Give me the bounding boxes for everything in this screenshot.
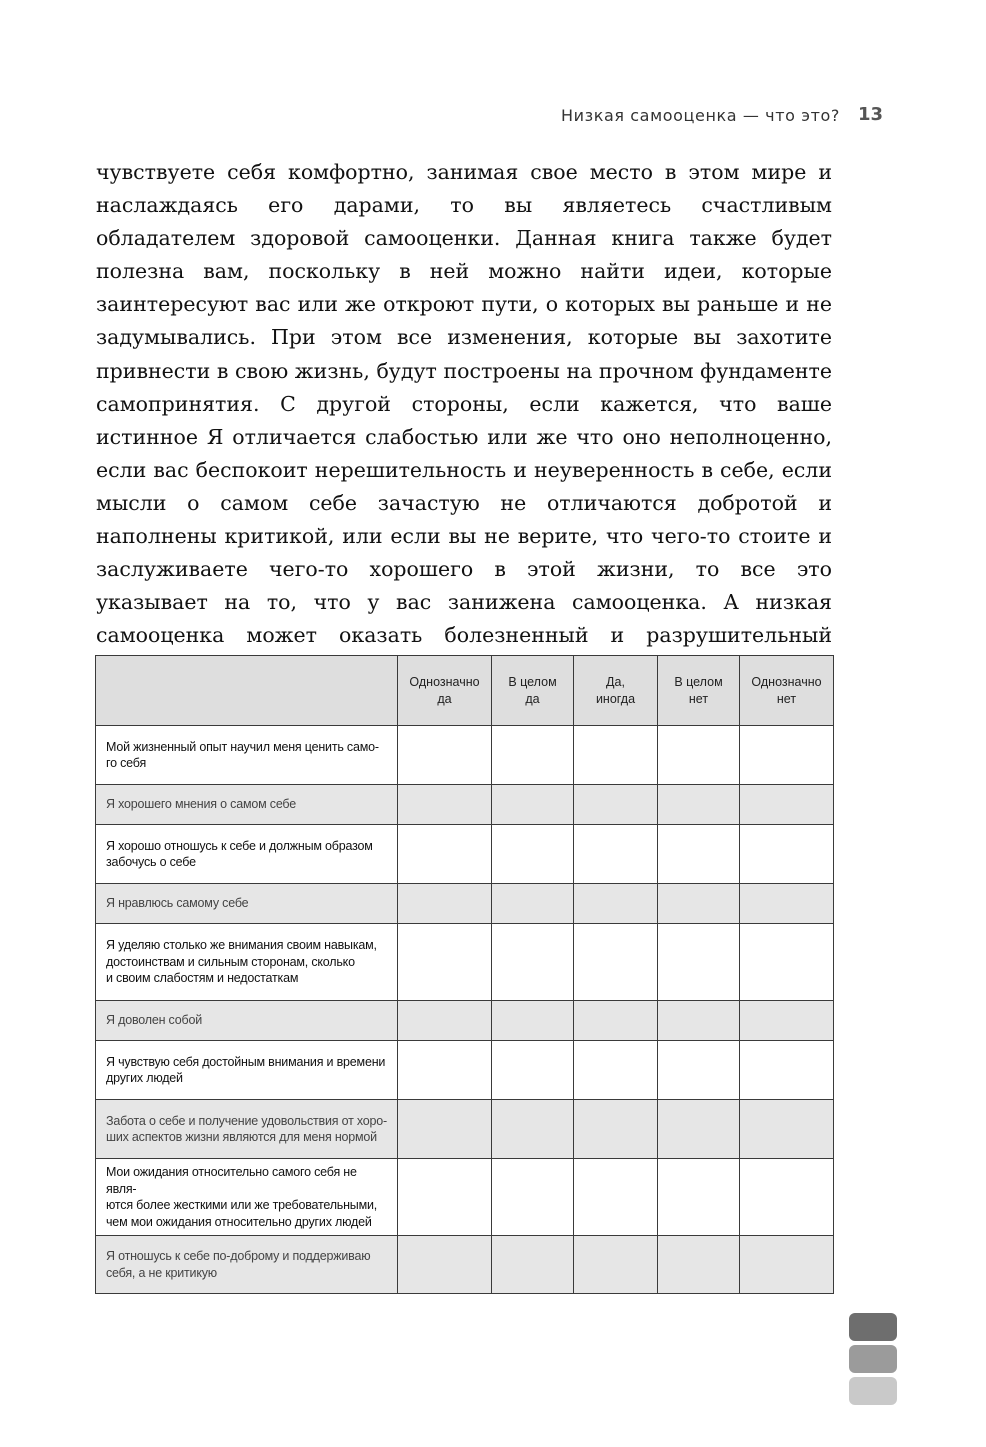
answer-cell-definitely-yes[interactable] xyxy=(398,1001,492,1041)
statement-line: других людей xyxy=(106,1071,183,1085)
statement-cell xyxy=(96,1001,398,1041)
statement-line: ших аспектов жизни являются для меня нормой xyxy=(106,1130,377,1144)
column-header-line: иногда xyxy=(595,691,636,706)
statement-line: Мои ожидания относительно самого себя не явля- xyxy=(106,1165,357,1196)
statement-cell xyxy=(96,1236,398,1294)
page-number: 13 xyxy=(858,104,884,125)
statement-line: Я чувствую себя достойным внимания и времени xyxy=(106,1054,386,1069)
column-header-line: Однозначно xyxy=(751,674,822,689)
statement-line: и своим слабостям и недостаткам xyxy=(106,971,299,986)
column-header-line: да xyxy=(525,691,540,706)
answer-cell-definitely-no[interactable] xyxy=(740,785,834,825)
answer-cell-definitely-no[interactable] xyxy=(740,1100,834,1159)
column-header-line: В целом xyxy=(674,674,723,689)
statement-cell xyxy=(96,924,398,1001)
statement-line: Мой жизненный опыт научил меня ценить само- xyxy=(106,739,379,754)
answer-cell-mostly-yes[interactable] xyxy=(492,1236,574,1294)
body-paragraph: чувствуете себя комфортно, занимая свое место в этом мире и наслаждаясь его дарами, то вы являетесь счастливым обладателем здоровой самооценки. Данная книга также будет полезна вам, поскольку в ней можно найти идеи, которые заинтересуют вас или же откроют пути, о которых вы раньше и не задумывались. При этом все изменения, которые вы захотите привнести в свою жизнь, будут построены на прочном фундаменте самопринятия. С другой стороны, если кажется, что ваше истинное Я отличается слабостью или же что оно неполноценно, если вас беспокоит нерешительность и неуверенность в себе, если мысли о самом себе зачастую не отличаются добротой и наполнены критикой, или если вы не верите, что чего-то стоите и заслуживаете чего-то хорошего в этой жизни, то все это указывает на то, что у вас занижена самооценка. А низкая самооценка может оказать болезненный и разрушительный xyxy=(96,160,832,648)
answer-cell-mostly-yes[interactable] xyxy=(492,924,574,1001)
statement-line: Я хорошего мнения о самом себе xyxy=(106,797,297,812)
answer-cell-definitely-no[interactable] xyxy=(740,1236,834,1294)
column-header-sometimes xyxy=(574,656,658,726)
answer-cell-mostly-no[interactable] xyxy=(658,785,740,825)
table-row xyxy=(96,825,834,884)
answer-cell-definitely-yes[interactable] xyxy=(398,1159,492,1236)
statement-line: Я доволен собой xyxy=(106,1013,202,1028)
column-header-mostly-no xyxy=(658,656,740,726)
statement-line: забочусь о себе xyxy=(106,855,196,869)
answer-cell-definitely-no[interactable] xyxy=(740,1159,834,1236)
column-header-mostly-yes xyxy=(492,656,574,726)
statement-line: себя, а не критикую xyxy=(106,1265,217,1280)
answer-cell-mostly-yes[interactable] xyxy=(492,1041,574,1100)
statement-line: Я отношусь к себе по-доброму и поддерживаю xyxy=(106,1249,371,1263)
answer-cell-definitely-yes[interactable] xyxy=(398,785,492,825)
answer-cell-mostly-no[interactable] xyxy=(658,1041,740,1100)
answer-cell-definitely-no[interactable] xyxy=(740,1001,834,1041)
answer-cell-sometimes[interactable] xyxy=(574,1001,658,1041)
table-row xyxy=(96,1159,834,1236)
table-row xyxy=(96,726,834,785)
statement-cell xyxy=(96,1041,398,1100)
answer-cell-mostly-yes[interactable] xyxy=(492,1100,574,1159)
table-row xyxy=(96,924,834,1001)
answer-cell-mostly-yes[interactable] xyxy=(492,825,574,884)
statement-column-header xyxy=(96,656,398,726)
column-header-line: Однозначно xyxy=(409,674,480,689)
answer-cell-definitely-no[interactable] xyxy=(740,924,834,1001)
table-header-row xyxy=(96,656,834,726)
answer-cell-definitely-yes[interactable] xyxy=(398,825,492,884)
answer-cell-sometimes[interactable] xyxy=(574,884,658,924)
column-header-definitely-no xyxy=(740,656,834,726)
section-tab-mid xyxy=(849,1345,897,1373)
answer-cell-mostly-no[interactable] xyxy=(658,924,740,1001)
self-esteem-questionnaire xyxy=(95,655,834,1294)
column-header-line: Да, xyxy=(606,674,625,689)
running-title: Низкая самооценка — что это? xyxy=(560,106,840,125)
answer-cell-mostly-no[interactable] xyxy=(658,1100,740,1159)
column-header-line: нет xyxy=(776,691,797,706)
answer-cell-mostly-yes[interactable] xyxy=(492,726,574,785)
statement-line: Я уделяю столько же внимания своим навыкам, xyxy=(106,938,377,953)
section-tab-dark xyxy=(849,1313,897,1341)
answer-cell-mostly-no[interactable] xyxy=(658,726,740,785)
table-row xyxy=(96,1100,834,1159)
section-tab-light xyxy=(849,1377,897,1405)
column-header-line: нет xyxy=(688,691,709,706)
answer-cell-sometimes[interactable] xyxy=(574,825,658,884)
statement-line: Я хорошо отношусь к себе и должным образом xyxy=(106,838,373,853)
column-header-definitely-yes xyxy=(398,656,492,726)
table-row xyxy=(96,785,834,825)
answer-cell-definitely-no[interactable] xyxy=(740,1041,834,1100)
statement-line: го себя xyxy=(106,756,147,770)
answer-cell-mostly-no[interactable] xyxy=(658,825,740,884)
column-header-line: В целом xyxy=(508,674,557,689)
answer-cell-sometimes[interactable] xyxy=(574,1159,658,1236)
answer-cell-mostly-no[interactable] xyxy=(658,1236,740,1294)
answer-cell-sometimes[interactable] xyxy=(574,785,658,825)
statement-line: чем мои ожидания относительно других людей xyxy=(106,1214,372,1229)
answer-cell-definitely-yes[interactable] xyxy=(398,1041,492,1100)
table-row xyxy=(96,884,834,924)
answer-cell-definitely-no[interactable] xyxy=(740,825,834,884)
answer-cell-sometimes[interactable] xyxy=(574,726,658,785)
statement-cell xyxy=(96,785,398,825)
answer-cell-mostly-yes[interactable] xyxy=(492,1159,574,1236)
answer-cell-definitely-yes[interactable] xyxy=(398,726,492,785)
statement-cell xyxy=(96,1159,398,1236)
answer-cell-definitely-no[interactable] xyxy=(740,884,834,924)
answer-cell-mostly-no[interactable] xyxy=(658,1159,740,1236)
answer-cell-mostly-yes[interactable] xyxy=(492,884,574,924)
answer-cell-sometimes[interactable] xyxy=(574,1041,658,1100)
statement-line: ются более жесткими или же требовательными, xyxy=(106,1198,378,1212)
answer-cell-definitely-yes[interactable] xyxy=(398,924,492,1001)
answer-cell-definitely-yes[interactable] xyxy=(398,1236,492,1294)
statement-cell xyxy=(96,825,398,884)
answer-cell-sometimes[interactable] xyxy=(574,1100,658,1159)
answer-cell-mostly-yes[interactable] xyxy=(492,785,574,825)
table-row xyxy=(96,1236,834,1294)
statement-cell xyxy=(96,726,398,785)
statement-cell xyxy=(96,1100,398,1159)
answer-cell-definitely-yes[interactable] xyxy=(398,1100,492,1159)
statement-line: Забота о себе и получение удовольствия от хоро- xyxy=(106,1113,388,1128)
answer-cell-definitely-yes[interactable] xyxy=(398,884,492,924)
statement-cell xyxy=(96,884,398,924)
column-header-line: да xyxy=(437,691,452,706)
answer-cell-definitely-no[interactable] xyxy=(740,726,834,785)
answer-cell-mostly-no[interactable] xyxy=(658,1001,740,1041)
answer-cell-sometimes[interactable] xyxy=(574,924,658,1001)
answer-cell-mostly-no[interactable] xyxy=(658,884,740,924)
answer-cell-sometimes[interactable] xyxy=(574,1236,658,1294)
statement-line: Я нравлюсь самому себе xyxy=(106,896,249,911)
table-row xyxy=(96,1001,834,1041)
statement-line: достоинствам и сильным сторонам, сколько xyxy=(106,954,355,969)
answer-cell-mostly-yes[interactable] xyxy=(492,1001,574,1041)
table-row xyxy=(96,1041,834,1100)
